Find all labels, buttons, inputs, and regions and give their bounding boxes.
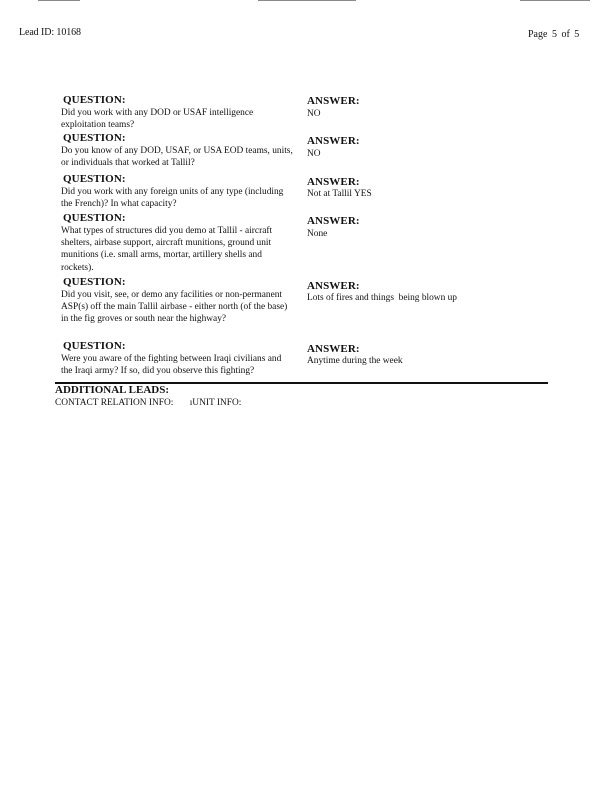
answer-label: ANSWER: bbox=[307, 135, 360, 147]
question-text: Did you visit, see, or demo any facilities or non-permanent ASP(s) off the main Tallil airbase - either north (of the base) in the fig groves or south near the highway? bbox=[61, 290, 288, 325]
answer-label: ANSWER: bbox=[307, 280, 360, 292]
scan-edge-line bbox=[258, 0, 356, 1]
answer-text: NO bbox=[307, 149, 321, 159]
lead-id: Lead ID: 10168 bbox=[19, 27, 81, 38]
question-label: QUESTION: bbox=[63, 212, 126, 224]
answer-label: ANSWER: bbox=[307, 95, 360, 107]
question-text: What types of structures did you demo at Tallil - aircraft shelters, airbase support, aircraft munitions, ground unit munitions (i.e. small arms, mortar, artillery shells and rockets). bbox=[61, 226, 273, 273]
answer-text: Lots of fires and things being blown up bbox=[307, 293, 457, 303]
question-text: Were you aware of the fighting between Iraqi civilians and the Iraqi army? If so, did you observe this fighting? bbox=[61, 354, 282, 377]
additional-leads-fields bbox=[55, 397, 241, 409]
scan-edge-line bbox=[38, 0, 80, 1]
unit-info-label: ıUNIT INFO: bbox=[189, 398, 242, 408]
question-label: QUESTION: bbox=[63, 132, 126, 144]
answer-text: Not at Tallil YES bbox=[307, 189, 372, 199]
question-text: Did you work with any DOD or USAF intelligence exploitation teams? bbox=[61, 108, 254, 131]
answer-label: ANSWER: bbox=[307, 215, 360, 227]
answer-text: Anytime during the week bbox=[307, 356, 403, 366]
contact-relation-label: CONTACT RELATION INFO: bbox=[55, 398, 174, 408]
additional-leads-title: ADDITIONAL LEADS: bbox=[55, 384, 169, 396]
answer-text: NO bbox=[307, 109, 321, 119]
question-label: QUESTION: bbox=[63, 340, 126, 352]
question-label: QUESTION: bbox=[63, 94, 126, 106]
question-text: Did you work with any foreign units of any type (including the French)? In what capacity? bbox=[61, 187, 284, 210]
page-number: Page 5 of 5 bbox=[528, 29, 580, 40]
answer-label: ANSWER: bbox=[307, 176, 360, 188]
answer-text: None bbox=[307, 229, 328, 239]
question-text: Do you know of any DOD, USAF, or USA EOD teams, units, or individuals that worked at Tallil? bbox=[61, 146, 293, 169]
scan-edge-line bbox=[520, 0, 590, 1]
answer-label: ANSWER: bbox=[307, 343, 360, 355]
question-label: QUESTION: bbox=[63, 276, 126, 288]
question-label: QUESTION: bbox=[63, 173, 126, 185]
